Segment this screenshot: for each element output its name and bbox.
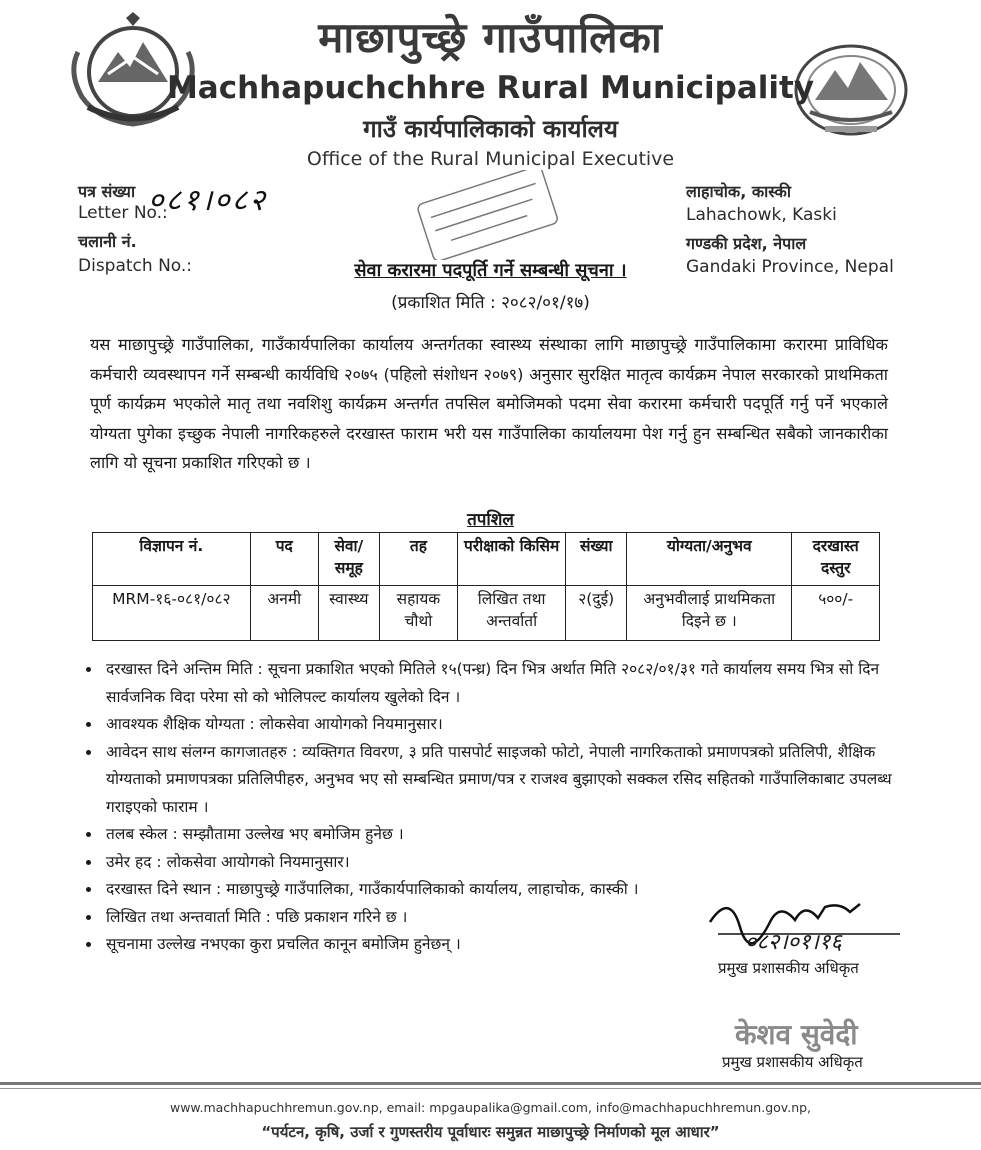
cell-exam-type: लिखित तथा अन्तर्वार्ता bbox=[457, 586, 565, 641]
dispatch-label-nepali: चलानी नं. bbox=[78, 232, 137, 251]
header-fee: दरखास्त दस्तुर bbox=[792, 533, 880, 586]
cell-qualification: अनुभवीलाई प्राथमिकता दिइने छ । bbox=[627, 586, 792, 641]
cell-service-group: स्वास्थ्य bbox=[318, 586, 379, 641]
schedule-heading: तपशिल bbox=[467, 510, 514, 530]
cell-fee: ५००/- bbox=[792, 586, 880, 641]
list-item: • सूचनामा उल्लेख नभएका कुरा प्रचलित कानून बमोजिम हुनेछन् । bbox=[102, 931, 917, 959]
vacancy-table bbox=[92, 532, 880, 641]
address-line2-english: Gandaki Province, Nepal bbox=[686, 257, 894, 277]
header-qualification: योग्यता/अनुभव bbox=[627, 533, 792, 586]
header-post: पद bbox=[250, 533, 318, 586]
office-name-english: Office of the Rural Municipal Executive bbox=[306, 148, 675, 170]
list-item: • आवश्यक शैक्षिक योग्यता : लोकसेवा आयोगको नियमानुसार। bbox=[102, 711, 917, 739]
dispatch-label-english: Dispatch No.: bbox=[78, 256, 193, 276]
signatory-title-stamp: प्रमुख प्रशासकीय अधिकृत bbox=[722, 1053, 863, 1071]
address-line1-english: Lahachowk, Kaski bbox=[686, 205, 837, 225]
table-header-row bbox=[93, 533, 880, 586]
municipality-name-nepali: माछापुच्छ्रे गाउँपालिका bbox=[318, 13, 663, 62]
list-item: • दरखास्त दिने स्थान : माछापुच्छ्रे गाउँपालिका, गाउँकार्यपालिकाको कार्यालय, लाहाचोक, कास्की । bbox=[102, 876, 917, 904]
cell-post: अनमी bbox=[250, 586, 318, 641]
header-level: तह bbox=[379, 533, 457, 586]
list-item: • उमेर हद : लोकसेवा आयोगको नियमानुसार। bbox=[102, 849, 917, 877]
list-item: • तलब स्केल : सम्झौतामा उल्लेख भए बमोजिम हुनेछ । bbox=[102, 821, 917, 849]
office-stamp-icon bbox=[405, 170, 570, 260]
header-count: संख्या bbox=[566, 533, 627, 586]
list-item: • आवेदन साथ संलग्न कागजातहरु : व्यक्तिगत विवरण, ३ प्रति पासपोर्ट साइजको फोटो, नेपाली नागरिकताको प्रमाणपत्रको प्रतिलिपी, शैक्षिक योग्यताको प्रमाणपत्रका प्रतिलिपीहरु, अनुभव भए सो सम्बन्धित प्रमाण/पत्र र राजश्व बुझाएको सक्कल रसिद सहितको गाउँपालिकाबाट उपलब्ध गराइएको फाराम । bbox=[102, 739, 917, 822]
municipality-name-english: Machhapuchchhre Rural Municipality bbox=[166, 70, 815, 106]
cell-advertisement-no: MRM-१६-०८१/०८२ bbox=[93, 586, 251, 641]
cell-count: २(दुई) bbox=[566, 586, 627, 641]
notice-subject: सेवा करारमा पदपूर्ति गर्ने सम्बन्धी सूचना । bbox=[354, 260, 627, 281]
cell-level: सहायक चौथो bbox=[379, 586, 457, 641]
address-line1-nepali: लाहाचोक, कास्की bbox=[686, 182, 791, 201]
letter-label-english: Letter No.: bbox=[78, 203, 168, 223]
footer-divider-thin bbox=[0, 1088, 981, 1089]
list-item: • लिखित तथा अन्तवार्ता मिति : पछि प्रकाशन गरिने छ । bbox=[102, 904, 917, 932]
signatory-title: प्रमुख प्रशासकीय अधिकृत bbox=[718, 959, 859, 977]
header-exam-type: परीक्षाको किसिम bbox=[457, 533, 565, 586]
office-name-nepali: गाउँ कार्यपालिकाको कार्यालय bbox=[363, 115, 618, 143]
table-row bbox=[93, 586, 880, 641]
header-advertisement-no: विज्ञापन नं. bbox=[93, 533, 251, 586]
header-service-group: सेवा/ समूह bbox=[318, 533, 379, 586]
footer-divider bbox=[0, 1082, 981, 1085]
notice-body: यस माछापुच्छ्रे गाउँपालिका, गाउँकार्यपालिका कार्यालय अन्तर्गतका स्वास्थ्य संस्थाका लागि माछापुच्छ्रे गाउँपालिकामा करारमा प्राविधिक कर्मचारी व्यवस्थापन गर्ने सम्बन्धी कार्यविधि २०७५ (पहिलो संशोधन २०७९) अनुसार सुरक्षित मातृत्व कार्यक्रम नेपाल सरकारको प्राथमिकता पूर्ण कार्यक्रम भएकोले मातृ तथा नवशिशु कार्यक्रम अन्तर्गत तपसिल बमोजिमको पदमा सेवा करारमा कर्मचारी पदपूर्ति गर्नु पर्ने भएकाले योग्यता पुगेका इच्छुक नेपाली नागरिकहरुले दरखास्त फाराम भरी यस गाउँपालिका कार्यालयमा पेश गर्नु हुन सम्बन्धित सबैको जानकारीका लागि यो सूचना प्रकाशित गरिएको छ । bbox=[90, 335, 888, 472]
footer-contact: www.machhapuchhremun.gov.np, email: mpgaupalika@gmail.com, info@machhapuchhremun.gov.np, bbox=[169, 1100, 812, 1115]
letter-label-nepali: पत्र संख्या bbox=[78, 182, 136, 201]
list-item: • दरखास्त दिने अन्तिम मिति : सूचना प्रकाशित भएको मितिले १५(पन्ध्र) दिन भित्र अर्थात मिति २०८२/०१/३१ गते कार्यालय समय भित्र सो दिन सार्वजनिक विदा परेमा सो को भोलिपल्ट कार्यालय खुलेको दिन । bbox=[102, 656, 917, 711]
address-line2-nepali: गण्डकी प्रदेश, नेपाल bbox=[686, 234, 807, 253]
signature-date-handwritten: ०८२।०१।१६ bbox=[745, 930, 842, 955]
signatory-name: केशव सुवेदी bbox=[735, 1018, 858, 1051]
published-date: (प्रकाशित मिति : २०८२/०१/१७) bbox=[391, 293, 590, 313]
letter-number-handwritten: ०८१।०८२ bbox=[148, 183, 267, 218]
footer-motto: “पर्यटन, कृषि, उर्जा र गुणस्तरीय पूर्वाधारः समुन्नत माछापुच्छ्रे निर्माणको मूल आधार” bbox=[261, 1123, 720, 1141]
